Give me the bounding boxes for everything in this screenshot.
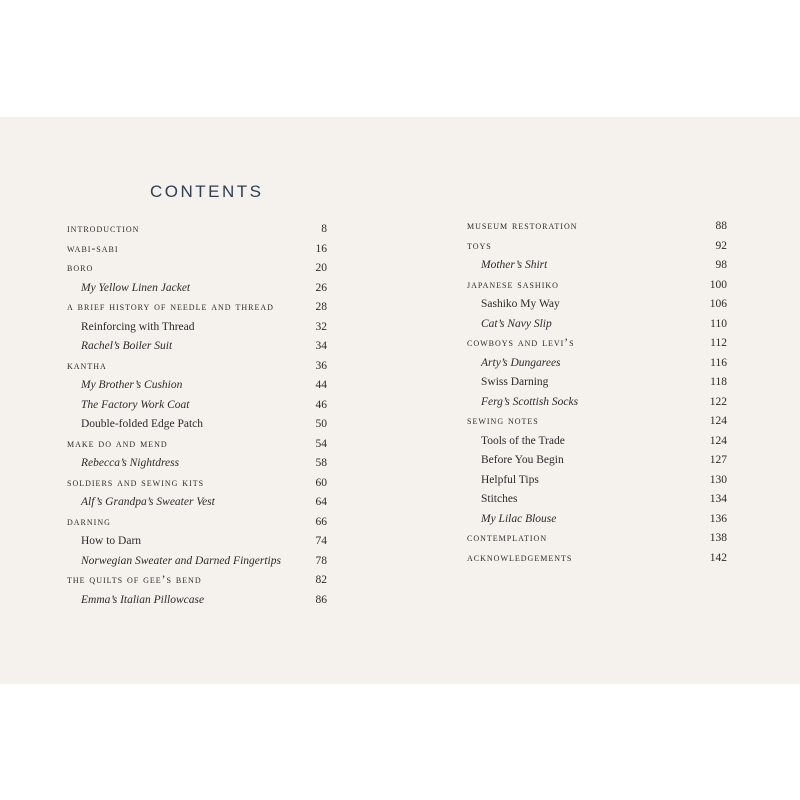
toc-entry-page: 130 bbox=[709, 473, 727, 486]
toc-entry bbox=[467, 256, 727, 276]
toc-entry-page: 124 bbox=[709, 415, 727, 427]
toc-entry bbox=[67, 279, 327, 299]
toc-entry bbox=[467, 315, 727, 335]
toc-entry-page: 86 bbox=[315, 593, 327, 606]
toc-entry bbox=[467, 412, 727, 432]
toc-entry-page: 92 bbox=[715, 239, 727, 252]
toc-entry-page: 74 bbox=[315, 535, 327, 547]
toc-entry-title: toys bbox=[467, 239, 492, 252]
toc-entry bbox=[467, 451, 727, 471]
toc-entry-page: 118 bbox=[710, 376, 727, 388]
toc-entry bbox=[67, 415, 327, 435]
toc-entry bbox=[67, 259, 327, 279]
toc-entry-title: Alf’s Grandpa’s Sweater Vest bbox=[81, 496, 215, 508]
toc-entry-page: 34 bbox=[315, 340, 327, 352]
toc-entry-title: introduction bbox=[67, 223, 140, 235]
toc-entry bbox=[67, 493, 327, 513]
toc-entry-page: 116 bbox=[710, 356, 727, 369]
toc-entry bbox=[67, 376, 327, 396]
toc-entry-title: cowboys and levi’s bbox=[467, 337, 575, 349]
toc-entry-title: Tools of the Trade bbox=[481, 434, 565, 447]
toc-entry-page: 110 bbox=[710, 317, 727, 330]
toc-entry-page: 64 bbox=[315, 496, 327, 508]
toc-entry bbox=[467, 276, 727, 296]
toc-entry-title: Rachel’s Boiler Suit bbox=[81, 340, 173, 352]
toc-entry-title: Norwegian Sweater and Darned Fingertips bbox=[81, 554, 281, 567]
toc-entry-title: darning bbox=[67, 515, 111, 528]
toc-entry-page: 106 bbox=[709, 298, 727, 310]
toc-entry-title: Cat’s Navy Slip bbox=[481, 317, 552, 330]
toc-entry-title: boro bbox=[67, 262, 94, 274]
toc-entry bbox=[67, 357, 327, 377]
toc-entry bbox=[467, 295, 727, 315]
toc-entry-title: Arty’s Dungarees bbox=[481, 356, 561, 369]
toc-entry-page: 82 bbox=[315, 574, 327, 586]
toc-entry-page: 122 bbox=[709, 395, 727, 408]
toc-entry bbox=[467, 432, 727, 452]
toc-entry-title: Before You Begin bbox=[481, 454, 564, 466]
toc-entry bbox=[467, 529, 727, 549]
toc-entry-page: 142 bbox=[709, 551, 727, 564]
toc-entry-title: museum restoration bbox=[467, 220, 578, 232]
toc-entry bbox=[467, 490, 727, 510]
toc-entry-title: Mother’s Shirt bbox=[481, 259, 548, 271]
toc-entry-title: Reinforcing with Thread bbox=[81, 320, 195, 333]
toc-entry bbox=[467, 237, 727, 257]
toc-entry-title: Swiss Darning bbox=[481, 376, 549, 388]
toc-entry-page: 50 bbox=[315, 418, 327, 430]
toc-entry bbox=[467, 393, 727, 413]
toc-entry bbox=[67, 298, 327, 318]
toc-left-column bbox=[67, 220, 327, 610]
toc-entry bbox=[67, 435, 327, 455]
toc-entry-page: 78 bbox=[315, 554, 327, 567]
toc-entry-page: 100 bbox=[709, 278, 727, 291]
toc-entry-title: My Lilac Blouse bbox=[481, 512, 557, 525]
toc-entry bbox=[67, 513, 327, 533]
toc-entry-page: 46 bbox=[315, 398, 327, 411]
toc-entry-page: 36 bbox=[315, 359, 327, 372]
toc-entry-page: 136 bbox=[709, 512, 727, 525]
toc-entry-page: 138 bbox=[709, 532, 727, 544]
toc-entry-title: Ferg’s Scottish Socks bbox=[481, 395, 579, 408]
toc-entry bbox=[67, 591, 327, 611]
toc-entry-title: Helpful Tips bbox=[481, 473, 539, 486]
toc-entry-title: Rebecca’s Nightdress bbox=[81, 457, 180, 469]
toc-entry-page: 112 bbox=[710, 337, 727, 349]
toc-entry bbox=[67, 396, 327, 416]
toc-entry-page: 124 bbox=[709, 434, 727, 447]
toc-entry bbox=[67, 474, 327, 494]
toc-entry bbox=[467, 334, 727, 354]
toc-entry-title: Double-folded Edge Patch bbox=[81, 418, 203, 430]
toc-entry-page: 20 bbox=[315, 262, 327, 274]
toc-entry-title: soldiers and sewing kits bbox=[67, 476, 205, 489]
toc-entry-title: sewing notes bbox=[467, 415, 539, 427]
toc-entry bbox=[467, 471, 727, 491]
toc-entry-page: 28 bbox=[315, 301, 327, 313]
toc-entry-page: 54 bbox=[315, 437, 327, 450]
toc-entry-title: My Brother’s Cushion bbox=[81, 379, 183, 391]
toc-entry-page: 60 bbox=[315, 476, 327, 489]
toc-entry bbox=[467, 217, 727, 237]
toc-entry-title: My Yellow Linen Jacket bbox=[81, 281, 191, 294]
toc-entry-title: The Factory Work Coat bbox=[81, 398, 190, 411]
toc-entry-title: acknowledgements bbox=[467, 551, 573, 564]
toc-entry-title: kantha bbox=[67, 359, 107, 372]
contents-title: CONTENTS bbox=[150, 182, 264, 201]
toc-entry bbox=[467, 373, 727, 393]
toc-entry-page: 16 bbox=[315, 242, 327, 255]
toc-entry bbox=[467, 354, 727, 374]
toc-entry-page: 8 bbox=[321, 223, 327, 235]
toc-entry-title: contemplation bbox=[467, 532, 548, 544]
toc-entry-title: japanese sashiko bbox=[467, 278, 559, 291]
toc-entry bbox=[67, 552, 327, 572]
toc-entry bbox=[67, 571, 327, 591]
toc-entry-page: 26 bbox=[315, 281, 327, 294]
toc-entry bbox=[67, 454, 327, 474]
toc-entry bbox=[67, 240, 327, 260]
toc-entry-title: Emma’s Italian Pillowcase bbox=[81, 593, 205, 606]
toc-entry-page: 88 bbox=[715, 220, 727, 232]
toc-entry-page: 98 bbox=[715, 259, 727, 271]
toc-entry bbox=[67, 337, 327, 357]
toc-entry-page: 58 bbox=[315, 457, 327, 469]
toc-entry-title: wabi-sabi bbox=[67, 242, 119, 255]
toc-entry-title: Sashiko My Way bbox=[481, 298, 560, 310]
toc-entry-title: Stitches bbox=[481, 493, 518, 505]
toc-entry-title: How to Darn bbox=[81, 535, 142, 547]
toc-entry-page: 44 bbox=[315, 379, 327, 391]
toc-entry-page: 66 bbox=[315, 515, 327, 528]
toc-entry-title: the quilts of gee’s bend bbox=[67, 574, 202, 586]
toc-entry-page: 127 bbox=[709, 454, 727, 466]
toc-entry bbox=[67, 532, 327, 552]
toc-entry bbox=[467, 549, 727, 569]
toc-entry-title: a brief history of needle and thread bbox=[67, 301, 274, 313]
toc-entry-title: make do and mend bbox=[67, 437, 168, 450]
toc-entry bbox=[67, 220, 327, 240]
toc-right-column bbox=[467, 217, 727, 568]
toc-entry bbox=[67, 318, 327, 338]
toc-entry-page: 134 bbox=[709, 493, 727, 505]
toc-entry-page: 32 bbox=[315, 320, 327, 333]
toc-entry bbox=[467, 510, 727, 530]
